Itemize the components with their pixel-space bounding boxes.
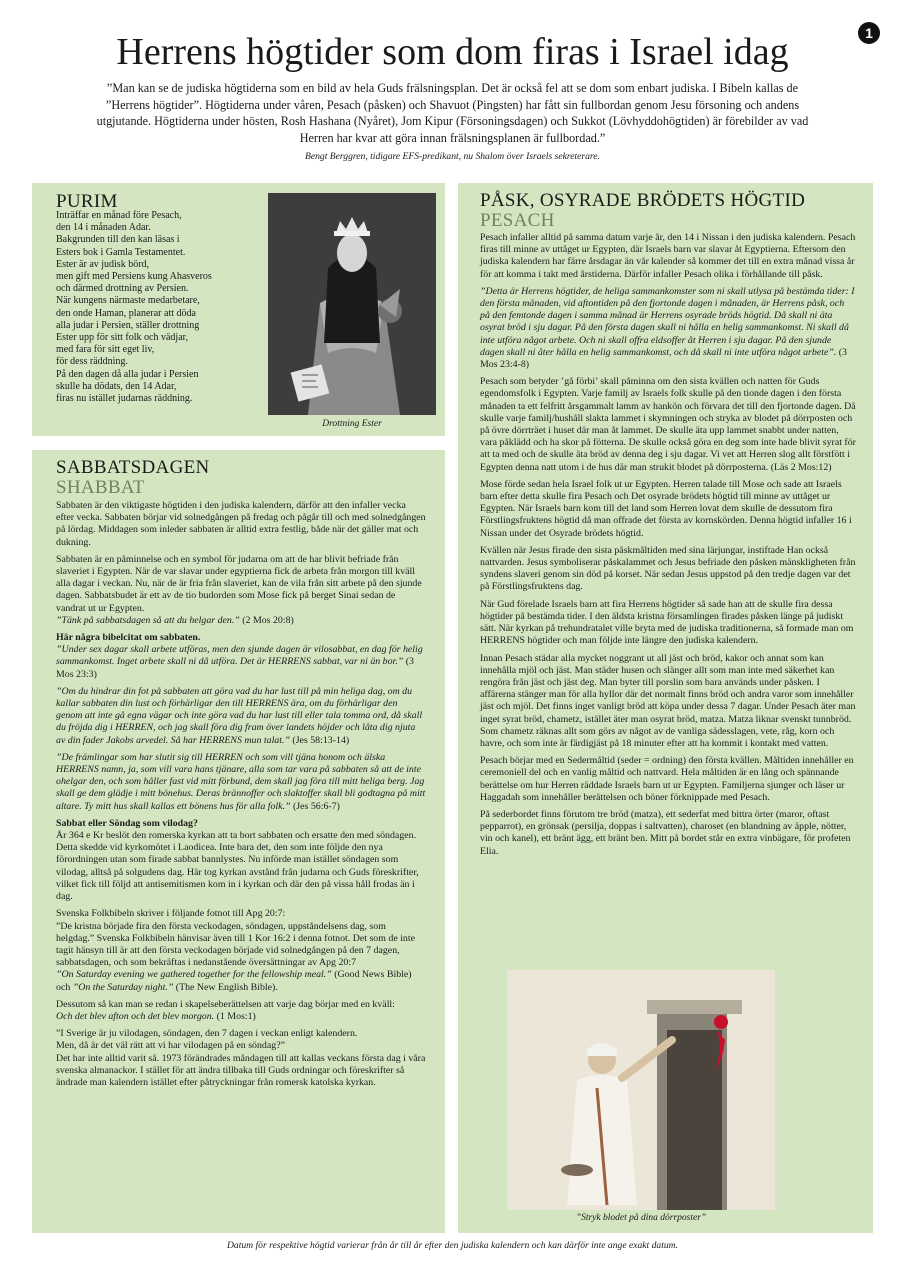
purim-line: Ester är av judisk börd, bbox=[56, 258, 150, 270]
pesach-paragraph-4: Kvällen när Jesus firade den sista påskmåltiden med sina lärjungar, instiftade Han också nattvarden. Jesus symboliserar påskalammet och Jesus befriade den påsken mänskligheten från syndens slaveri genom sin död på korset. När sedan Jesus uppstod på den tredje dagen var det på Förstlingsfruktens dag. bbox=[480, 544, 856, 593]
purim-text bbox=[56, 210, 284, 405]
queen-esther-illustration bbox=[268, 193, 436, 415]
purim-line: Esters bok i Gamla Testamentet. bbox=[56, 246, 186, 258]
pesach-paragraph-3: Mose förde sedan hela Israel folk ut ur Egypten. Herren talade till Mose och sade att Israels barn efter detta skulle fira Pesach och Det osyrade brödets högtid till minne av uttåget ur Egypten. När Israels barn kom till det land som Herren lovat dem skulle de dessutom fira Förstlingsfruktens högtid då man offrade det första av kornskörden. Denna högtid infaller 16 i Nissan under det Osyrade brödets högtid. bbox=[480, 478, 852, 539]
sabbat-paragraph-4: Svenska Folkbibeln skriver i följande fotnot till Apg 20:7: ”De kristna började fira den första veckodagen, söndagen, uppståndelsens dag, som helgdag.” Svenska Folkbibeln hänvisar även till 1 Kor 16:2 i denna fotnot. Det som de inte tagit hänsyn till är att den första veckodagen började vid solnedgången på den 7 dagen, sabbatsdagen, och som bekräftas i nedanstående översättningar av Apg 20:7 ”On Saturday evening we gathered together for the fellowship meal.” (Good News Bible) och ”On the Saturday night.” (The New English Bible). bbox=[56, 908, 415, 993]
purim-line: för dess räddning. bbox=[56, 356, 128, 368]
page-number-badge: 1 bbox=[858, 22, 880, 44]
sabbat-box bbox=[32, 450, 445, 1233]
pesach-subheading: PESACH bbox=[480, 210, 555, 231]
sabbat-paragraph-1: Sabbaten är den viktigaste högtiden i den judiska kalendern, därför att den infaller vecka efter vecka. Sabbaten börjar vid solnedgången på fredag och pågår till och med solnedgången på lördag. Middagen som inleder sabbaten är alltid extra festlig, både när det gäller mat och dukning. bbox=[56, 500, 426, 548]
sabbat-subheading: SHABBAT bbox=[56, 477, 145, 498]
sabbat-heading: SABBATSDAGEN bbox=[56, 457, 210, 478]
queen-esther-image bbox=[268, 193, 436, 415]
pesach-heading: PÅSK, OSYRADE BRÖDETS HÖGTID bbox=[480, 190, 806, 211]
purim-line: men gift med Persiens kung Ahasveros bbox=[56, 271, 212, 283]
doorpost-blood-illustration bbox=[507, 970, 775, 1210]
sabbat-vilodag-heading: Sabbat eller Söndag som vilodag? bbox=[56, 817, 198, 829]
purim-line: med fara för sitt eget liv, bbox=[56, 344, 155, 356]
sabbat-quote-3: ”De främlingar som har slutit sig till HERREN och som vill tjäna honom och älska HERRENS namn, ja, som vill vara hans tjänare, alla som tar vara på sabbaten så att de inte ohelgar den, och som håller fast vid mitt förbund, dem skall jag föra till mitt heliga berg. Jag skall ge dem glädje i mitt bönehus. Deras brännoffer och slaktoffer skall bli godtagna på mitt altare. Ty mitt hus skall kallas ett bönens hus för alla folk.” (Jes 56:6-7) bbox=[56, 751, 426, 812]
sabbat-bible-heading: Här några bibelcitat om sabbaten. bbox=[56, 632, 201, 644]
pesach-paragraph-6: Innan Pesach städar alla mycket noggrant ut all jäst och bröd, kakor och annat som kan innehålla mjöl och jäst. Man städer husen och slänger allt som man inte med säkerhet kan rengöra från jäst och jäst deg. Man byter till porslin som bara används under påsken. I affärerna stänger man för alla hyllor där det normalt finns bröd och andra varor som innehåller jäst och mjöl. Det finns inget vanligt bröd att köpa under dessa 7 dagar. Under Pesach äter man inget syrat bröd, chametz, istället äter man osyrat bröd, matza. Matza liknar svenskt tunnbröd. Som chametz räknas allt som görs av något av de vanliga sädesslagen, vete, råg, korn och havre, och som inte är färdigjäst på 18 minuter efter att ha kommit i kontakt med vatten. bbox=[480, 652, 856, 749]
footer-note: Datum för respektive högtid varierar från år till år efter den judiska kalendern och kan därför inte ange exakt datum. bbox=[226, 1240, 678, 1251]
esther-caption: Drottning Ester bbox=[322, 419, 382, 429]
pesach-paragraph-8: På sederbordet finns förutom tre bröd (matza), ett sederfat med bittra örter (maror, oftast pepparrot), en grönsak (persilja, doppas i saltvatten), charoset (en blandning av äpple, nötter, vin och kanel), ett bränt ägg, ett bränt ben. Mitt på bordet står en extra vinbägare, för profeten Elia. bbox=[480, 808, 851, 857]
doorpost-caption: ”Stryk blodet på dina dörrposter” bbox=[575, 1213, 707, 1223]
purim-line: skulle ha dödats, den 14 Adar, bbox=[56, 380, 177, 392]
sabbat-quote-2: ”Om du hindrar din fot på sabbaten att göra vad du har lust till på min heliga dag, om du kallar sabbaten din lust och förhärligar den till HERRENS ära, om du förhärligar den genom att inte gå egna vägar och inte göra vad du har lust till eller tala tomma ord, då skall du fröjda dig i HERREN, och jag skall föra dig fram över landets höjder och låta dig njuta av din fader Jakobs arvedel. Så har HERRENS mun talat.” (Jes 58:13-14) bbox=[56, 685, 423, 746]
purim-line: den onde Haman, planerar att döda bbox=[56, 307, 196, 319]
page-title: Herrens högtider som dom firas i Israel idag bbox=[116, 31, 789, 73]
purim-line: På den dagen då alla judar i Persien bbox=[56, 368, 199, 380]
purim-line: När kungens närmaste medarbetare, bbox=[56, 295, 200, 307]
doorpost-blood-image bbox=[507, 970, 775, 1210]
pesach-paragraph-2: Pesach som betyder ’gå förbi’ skall påminna om den sista kvällen och natten för Guds egendomsfolk i Egypten. Varje familj av Israels folk skulle på den tionde dagen i den första månaden ta ett felfritt årsgammalt lamm av hankön och förvara det till den fjortonde dagen. Då skulle varje familj/hushåll slakta lammet i skymningen och stryka av blodet på dörrposten och på övre dörrträet i huset där man åt lammet. De skulle äta upp lammet snabbt under natten, vara påklädd och ha skor på fötterna. De skulle också göra en deg som inte hade blivit syrat för att ta med och de skulle äta bröd av denna deg i sju dagar. Vi vet att Herren slog allt förstfött i Egypten denna natt utom i de hus där man strukit blodet på dörrposterna. (Läs 2 Mos:12) bbox=[480, 376, 856, 473]
purim-line: Inträffar en månad före Pesach, bbox=[56, 210, 182, 221]
pesach-quote-1: ”Detta är Herrens högtider, de heliga sammankomster som ni skall utlysa på bestämda tider: I den första månaden, vid aftontiden på den fjortonde dagen i månaden, är Herrens påsk, och på den femtonde dagen i samma månad är Herrens osyrade bröds högtid. Då skall ni äta osyrat bröd i sju dagar. På den första dagen skall ni hålla en helig sammankomst. Ni skall då inte utföra något arbete. Och ni skall offra eldsoffer åt Herren i sju dagar. På den sjunde dagen skall ni åter hålla en helig sammankomst, och då skall ni inte utföra något arbete”. (3 Mos 23:4-8) bbox=[480, 285, 855, 371]
purim-line: och därmed drottning av Persien. bbox=[56, 283, 189, 295]
pesach-paragraph-1: Pesach infaller alltid på samma datum varje år, den 14 i Nissan i den judiska kalendern. Pesach firas till minne av uttåget ur Egypten, där Israels barn var slavar åt Egyptierna. Eftersom den judiska kalendern har färre årsdagar än vår kalender så kommer det till en extra månad vissa år för att komma i takt med årstiderna. Därför infaller Pesach olika i förhållande till påsk. bbox=[480, 232, 856, 280]
intro-quote: ”Man kan se de judiska högtiderna som en bild av hela Guds frälsningsplan. Det är också fel att se dom som enbart judiska. I Bibeln kallas de ”Herrens högtider”. Högtiderna under våren, Pesach (påsken) och Shavuot (Pingsten) har fått sin fullbordan genom Jesu försoning och andens utgjutande. Högtiderna under hösten, Rosh Hashana (Nyåret), Jom Kipur (Försoningsdagen) och Sukkot (Lövhyddohögtiden) är förebilder av vad Herren har kvar att göra innan frälsningsplanen är fullbordad.” bbox=[96, 81, 809, 145]
pesach-paragraph-7: Pesach börjar med en Sedermåltid (seder = ordning) den första kvällen. Måltiden innehåller en ceremoniell del och en vanlig måltid och nattvard. Hela måltiden är en lång och spännande berättelse om hur Herren räddade Israels barn ut ur Egypten. Familjerna sjunger och läser ur Haggadah som innehåller berättelsen och böner förknippade med Pesach. bbox=[480, 755, 854, 803]
sabbat-paragraph-6: ”I Sverige är ju vilodagen, söndagen, den 7 dagen i veckan enligt kalendern. Men, då är det väl rätt att vi har vilodagen på en söndag?” Det har inte alltid varit så. 1973 förändrades måndagen till att kallas veckans första dag i våra svenska almanackor. I stället för att ändra tillbaka till Guds ordningar och föreskrifter så ändrade man kalendern istället efter påtryckningar från romersk katolska kyrkan. bbox=[56, 1028, 426, 1088]
sabbat-text bbox=[56, 500, 426, 1089]
intro-attribution: Bengt Berggren, tidigare EFS-predikant, nu Shalom över Israels sekreterare. bbox=[305, 151, 600, 162]
sabbat-paragraph-5: Dessutom så kan man se redan i skapelseberättelsen att varje dag börjar med en kväll: Och det blev afton och det blev morgon. (1 Mos:1) bbox=[56, 998, 395, 1022]
purim-heading: PURIM bbox=[56, 191, 118, 212]
pesach-paragraph-5: När Gud förelade Israels barn att fira Herrens högtider så sade han att de skulle fira dessa högtider på bestämda tider. I den äldsta kristna församlingen firades påsken länge på judiskt sätt. När kyrkan på trehundratalet ville bryta med de judiska traditionerna, så formade man om HERRENS högtider och man följde inte längre den judiska kalendern. bbox=[480, 598, 854, 647]
purim-line: alla judar i Persien, ställer drottning bbox=[56, 319, 200, 331]
pesach-text bbox=[480, 232, 856, 858]
purim-line: den 14 i månaden Adar. bbox=[56, 222, 151, 234]
purim-line: firas nu istället judarnas räddning. bbox=[56, 393, 193, 405]
sabbat-paragraph-2: Sabbaten är en påminnelse och en symbol för judarna om att de har blivit befriade från slaveriet i Egypten. När de var slavar under egyptierna fick de arbeta från morgon till kväll alla dagar i veckan. Nu, när de är fria från slaveriet, kan de vila från sitt arbete på den sjunde dagen. Sabbatsbudet är ett av de tio budorden som Mose fick på berget Sinai sedan de vandrat ut ur Egypten. ”Tänk på sabbatsdagen så att du helgar den.” (2 Mos 20:8) bbox=[56, 553, 422, 626]
purim-line: Bakgrunden till den kan läsas i bbox=[56, 234, 180, 246]
purim-line: Ester upp för sitt folk och vädjar, bbox=[56, 332, 189, 344]
sabbat-paragraph-3: År 364 e Kr beslöt den romerska kyrkan att ta bort sabbaten och ersatte den med söndagen. Detta skedde vid kyrkomötet i Laodicea. Inte bara det, den som inte följde den nya förordningen utan som firade sabbat bannlystes. Nu införde man istället söndagen som vilodag, alltså på solgudens dag. Här tog kyrkan avstånd från judarna och Guds föreskrifter, vilket fick till följd att antisemitismen kom in i kyrkan och där den på vissa håll frodas än i dag. bbox=[56, 830, 419, 903]
sabbat-quote-1: ”Under sex dagar skall arbete utföras, men den sjunde dagen är vilosabbat, en dag för helig sammankomst. Inget arbete skall ni då utföra. Det är HERRENS sabbat, var ni än bor.” (3 Mos 23:3) bbox=[56, 644, 423, 680]
